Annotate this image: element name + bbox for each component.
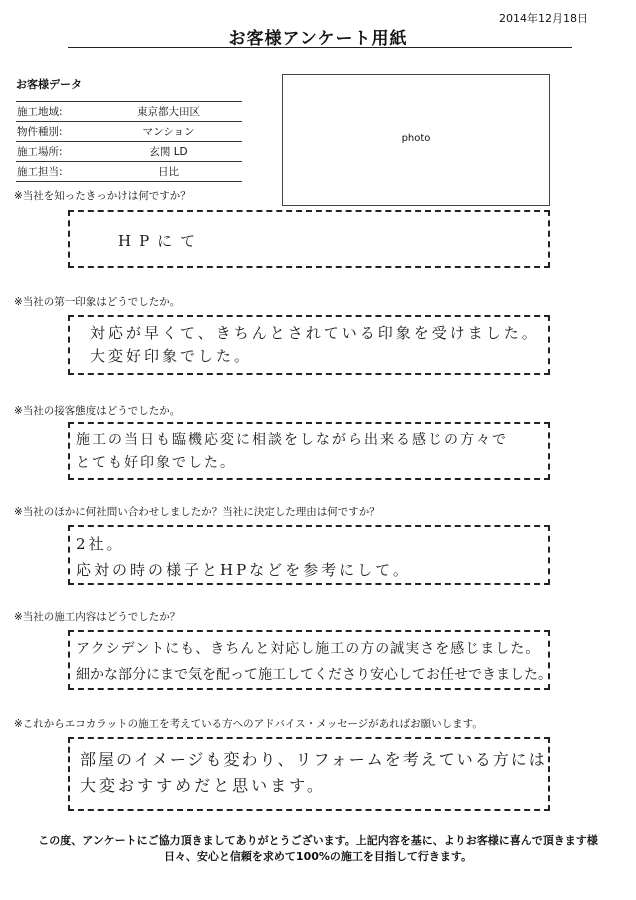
answer-5-line-1: アクシデントにも、きちんと対応し施工の方の誠実さを感じました。: [76, 641, 541, 657]
question-3: ※当社の接客態度はどうでしたか。: [14, 405, 181, 417]
customer-data-heading: お客様データ: [16, 78, 82, 91]
question-5: ※当社の施工内容はどうでしたか？: [14, 611, 181, 623]
customer-row-location: [16, 142, 242, 162]
photo-placeholder: [282, 74, 550, 206]
question-1: ※当社を知ったきっかけは何ですか？: [14, 190, 191, 202]
customer-row-label: 施工担当:: [17, 166, 63, 178]
customer-row-value: 日比: [158, 166, 179, 178]
answer-4-line-2: 応対の時の様子とHPなどを参考にして。: [76, 561, 411, 579]
customer-row-label: 物件種別:: [17, 126, 63, 138]
question-6: ※これからエコカラットの施工を考えている方へのアドバイス・メッセージがあればお願いします。: [14, 718, 483, 730]
customer-row-label: 施工場所:: [17, 146, 63, 158]
customer-data-table: [16, 101, 242, 182]
answer-box-2: [68, 315, 550, 375]
answer-2-line-1: 対応が早くて、きちんとされている印象を受けました。: [90, 324, 540, 342]
answer-3-line-2: とても好印象でした。: [76, 455, 236, 471]
answer-1-line-1: HPにて: [118, 232, 204, 250]
answer-2-line-2: 大変好印象でした。: [90, 347, 253, 365]
answer-4-line-1: 2社。: [76, 535, 125, 553]
customer-row-label: 施工地域:: [17, 106, 63, 118]
question-2: ※当社の第一印象はどうでしたか。: [14, 296, 181, 308]
footer-message-line-2: 日々、安心と信頼を求めて100%の施工を目指して行きます。: [163, 850, 473, 863]
question-4: ※当社のほかに何社問い合わせしましたか？当社に決定した理由は何ですか？: [14, 506, 380, 518]
answer-box-4: [68, 525, 550, 585]
answer-box-3: [68, 422, 550, 480]
photo-label: photo: [401, 133, 431, 144]
customer-row-property-type: [16, 122, 242, 142]
answer-box-6: [68, 737, 550, 811]
answer-box-1: [68, 210, 550, 268]
answer-3-line-1: 施工の当日も臨機応変に相談をしながら出来る感じの方々で: [76, 432, 508, 448]
customer-row-value: 玄関 LD: [149, 146, 188, 158]
answer-6-line-2: 大変おすすめだと思います。: [80, 776, 326, 795]
survey-date: 2014年12月18日: [499, 12, 588, 25]
customer-row-staff: [16, 162, 242, 182]
footer-message-line-1: この度、アンケートにご協力頂きましてありがとうございます。上記内容を基に、よりお客様に喜んで頂きます様: [38, 834, 598, 847]
page-title: お客様アンケート用紙: [228, 29, 408, 49]
answer-box-5: [68, 630, 550, 690]
customer-row-value: マンション: [142, 126, 195, 138]
title-underline: [68, 47, 572, 48]
customer-row-value: 東京都大田区: [137, 106, 200, 118]
customer-row-area: [16, 101, 242, 122]
answer-5-line-2: 細かな部分にまで気を配って施工してくださり安心してお任せできました。: [76, 667, 552, 683]
answer-6-line-1: 部屋のイメージも変わり、リフォームを考えている方には: [80, 750, 547, 769]
